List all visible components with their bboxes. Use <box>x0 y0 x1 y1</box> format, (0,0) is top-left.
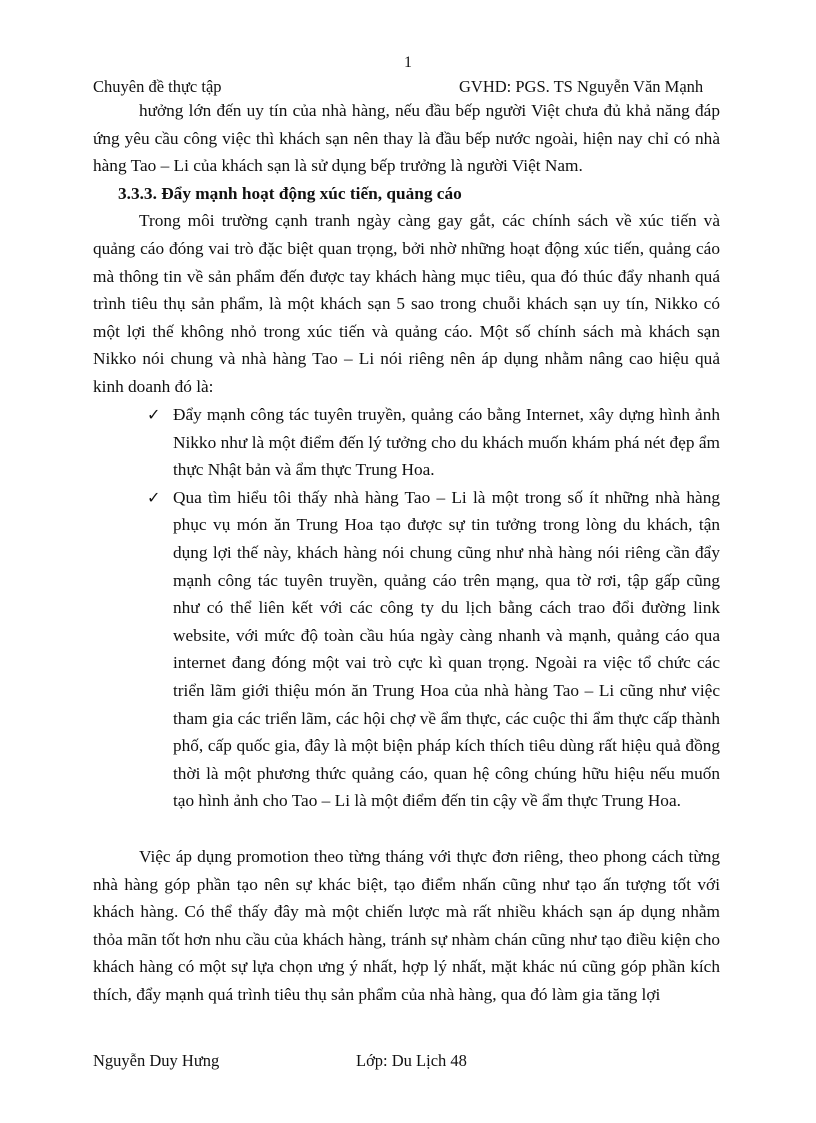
footer-left: Nguyễn Duy Hưng <box>93 1051 220 1070</box>
continuation-paragraph: hưởng lớn đến uy tín của nhà hàng, nếu đầu bếp người Việt chưa đủ khả năng đáp ứng yêu cầu công việc thì khách sạn nên thay là đầu bếp nước ngoài, hiện nay chỉ có nhà hàng Tao – Li của khách sạn là sử dụng bếp trưởng là người Việt Nam. <box>93 101 720 176</box>
body-top <box>93 97 720 401</box>
header-left: Chuyên đề thực tập <box>93 77 222 96</box>
closing-paragraph: Việc áp dụng promotion theo từng tháng với thực đơn riêng, theo phong cách từng nhà hàng góp phần tạo nên sự khác biệt, tạo điểm nhấn cũng như tạo ấn tượng tốt với khách hàng. Có thể thấy đây mà một chiến lược mà rất nhiều khách sạn áp dụng nhằm thỏa mãn tốt hơn nhu cầu của khách hàng, tránh sự nhàm chán cũng như tạo điều kiện cho khách hàng có một sự lựa chọn ưng ý nhất, hợp lý nhất, mặt khác nú cũng góp phần kích thích, đẩy mạnh quá trình tiêu thụ sản phẩm của nhà hàng, qua đó làm gia tăng lợi <box>93 847 720 1004</box>
bullet-text: Qua tìm hiểu tôi thấy nhà hàng Tao – Li là một trong số ít những nhà hàng phục vụ món ăn Trung Hoa tạo được sự tin tưởng trong lòng du khách, tận dụng lợi thế này, khách hàng nói chung cũng như nhà hàng nói riêng cần đẩy mạnh công tác tuyên truyền, quảng cáo trên mạng, qua tờ rơi, tập gấp cũng như có thể liên kết với các công ty du lịch bằng cách trao đổi đường link website, với mức độ toàn cầu húa ngày càng nhanh và mạnh, quảng cáo qua internet đang đóng một vai trò cực kì quan trọng. Ngoài ra việc tổ chức các triển lãm giới thiệu món ăn Trung Hoa của nhà hàng Tao – Li cũng như việc tham gia các triển lãm, các hội chợ về ẩm thực, các cuộc thi ẩm thực cấp thành phố, cấp quốc gia, đây là một biện pháp kích thích tiêu dùng rất hiệu quả đồng thời là một phương thức quảng cáo, quan hệ công chúng hữu hiệu nếu muốn tạo hình ảnh cho Tao – Li là một điểm đến tin cậy về ẩm thực Trung Hoa. <box>173 487 720 811</box>
bullet-text: Đẩy mạnh công tác tuyên truyền, quảng cáo bằng Internet, xây dựng hình ảnh Nikko như là một điểm đến lý tưởng cho du khách muốn khám phá nét đẹp ẩm thực Nhật bản và ẩm thực Trung Hoa. <box>173 405 720 480</box>
list-item <box>147 401 720 484</box>
checkmark-icon: ✓ <box>147 487 161 507</box>
body-bottom <box>93 843 720 1009</box>
intro-paragraph: Trong môi trường cạnh tranh ngày càng gay gắt, các chính sách về xúc tiến và quảng cáo đóng vai trò đặc biệt quan trọng, bởi nhờ những hoạt động xúc tiến, quảng cáo mà thông tin về sản phẩm đến được tay khách hàng mục tiêu, qua đó thúc đẩy nhanh quá trình tiêu thụ sản phẩm, là một khách sạn 5 sao trong chuỗi khách sạn uy tín, Nikko có một lợi thế không nhỏ trong xúc tiến và quảng cáo. Một số chính sách mà khách sạn Nikko nói chung và nhà hàng Tao – Li nói riêng nên áp dụng nhằm nâng cao hiệu quả kinh doanh đó là: <box>93 211 720 396</box>
header-right: GVHD: PGS. TS Nguyễn Văn Mạnh <box>459 77 704 96</box>
list-item <box>147 484 720 815</box>
footer-right: Lớp: Du Lịch 48 <box>356 1051 467 1070</box>
page-number: 1 <box>404 54 412 71</box>
checkmark-icon: ✓ <box>147 405 161 424</box>
bullet-list <box>147 401 720 815</box>
section-heading: 3.3.3. Đẩy mạnh hoạt động xúc tiến, quảng cáo <box>118 183 462 203</box>
